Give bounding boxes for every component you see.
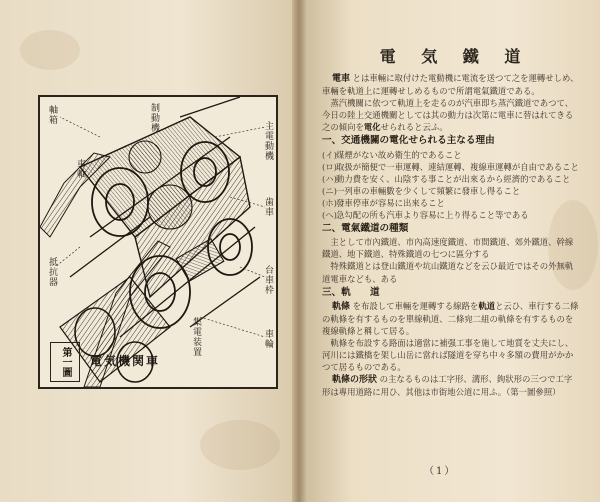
term: 軌條の形狀 xyxy=(332,375,378,386)
page-title: 電 気 鐵 道 xyxy=(379,47,531,66)
term: 軌道 xyxy=(478,300,496,311)
intro-paragraph xyxy=(322,72,580,97)
book-gutter xyxy=(292,0,306,502)
section-heading: 二、電氣鐵道の種類 xyxy=(322,223,409,235)
figure-label: 車輪 xyxy=(263,329,273,349)
paragraph-text: を布設して車輛を運轉する線路を xyxy=(350,300,479,311)
list-marker: (ヘ) xyxy=(322,210,337,221)
list-item xyxy=(322,209,580,221)
figure-label: 抵抗器 xyxy=(47,257,57,287)
list-marker: (ニ) xyxy=(322,185,337,196)
figure-caption: 電気機関車 xyxy=(90,354,161,368)
list-item xyxy=(322,197,580,209)
section-paragraph: 軌條を布設する路面は適當に補强工事を施して地質を丈夫にし、河川には鐵橋を架し山岳に當れば隧道を穿ち中々多額の費用がかかつて居るものである。 xyxy=(322,337,574,373)
figure-label: 台車枠 xyxy=(263,265,273,295)
list-marker: (ロ) xyxy=(322,161,337,172)
intro-paragraph xyxy=(322,97,580,133)
figure-label: 集電装置 xyxy=(191,317,201,357)
paragraph-text: と云ひ、車行する二條の軌條を有するものを單線軌道、二條宛二組の軌條を有するものを複線軌條と稱して居る。 xyxy=(322,300,579,336)
list-marker: (ホ) xyxy=(322,197,337,208)
list-item xyxy=(322,161,580,173)
term: 電化 xyxy=(363,122,381,133)
page-body xyxy=(322,72,580,398)
figure-label: 軸箱 xyxy=(47,105,57,125)
term: 電車 xyxy=(332,74,351,84)
section-paragraph xyxy=(322,300,580,337)
figure-number-stamp: 第一圖 xyxy=(50,342,80,382)
section-paragraph: 主として市內鐵道、市內高速度鐵道、市間鐵道、郊外鐵道、幹線鐵道、地下鐵道、特殊鐵道の七つに區分する xyxy=(322,237,574,260)
page-number: （1） xyxy=(424,466,457,477)
intro-text: 蒸汽機關に依つて軌道上を走るのが汽車即ち蒸汽鐵道であつて、今日の陸上交通機關としては其の動力は次第に電車に替はれてきる之の傾向を xyxy=(322,98,574,133)
list-item xyxy=(322,149,580,161)
list-item xyxy=(322,173,580,185)
section-paragraph: 特殊鐵道とは登山鐵道や坑山鐵道などを云ひ最近ではその外無軌道電車なども、ある xyxy=(322,261,574,284)
intro-text: とは車輛に取付けた電動機に電流を送つて之を運轉せしめ、車輛を軌道上に運轉せしめるもので所謂電氣鐵道である。 xyxy=(322,73,579,97)
figure-label: 車軸 xyxy=(75,159,85,179)
list-item-text: 煤煙がない故め衛生的であること xyxy=(336,149,462,160)
list-item-text: 一列車の車輛數を少くして頻繁に發車し得ること xyxy=(336,185,521,196)
list-item-text: 急勾配の所も汽車より容易に上り得ること等である xyxy=(336,210,529,221)
list-marker: (ハ) xyxy=(322,173,337,184)
paper-stain xyxy=(200,420,280,470)
section-paragraph xyxy=(322,373,580,398)
paragraph-text: の主なるものは工字形、溝形、鉤狀形の三つで工字形は專用道路に用ひ、其他は市街地公道に用ふ。（第一圖參照） xyxy=(322,374,573,398)
list-marker: (イ) xyxy=(322,149,337,160)
list-item-text: 發車停車が容易に出來ること xyxy=(336,197,445,208)
list-item-text: 動力費を安く、山陰する事ことが出來るから經濟的であること xyxy=(336,173,571,184)
section-heading: 三、軌 道 xyxy=(322,286,380,298)
figure-label: 歯車 xyxy=(263,197,273,217)
list-item xyxy=(322,185,580,197)
figure-label: 主電動機 xyxy=(263,121,273,161)
term: 軌條 xyxy=(332,301,351,312)
figure-label: 制動機 xyxy=(149,103,159,133)
intro-text: せられると云ふ。 xyxy=(380,122,448,133)
section-heading: 一、交通機關の電化せられる主なる理由 xyxy=(322,135,495,147)
paper-stain xyxy=(20,30,80,70)
list-item-text: 取扱が簡便で一車運轉、連結運轉、複線車運轉が自由であること xyxy=(336,161,579,172)
